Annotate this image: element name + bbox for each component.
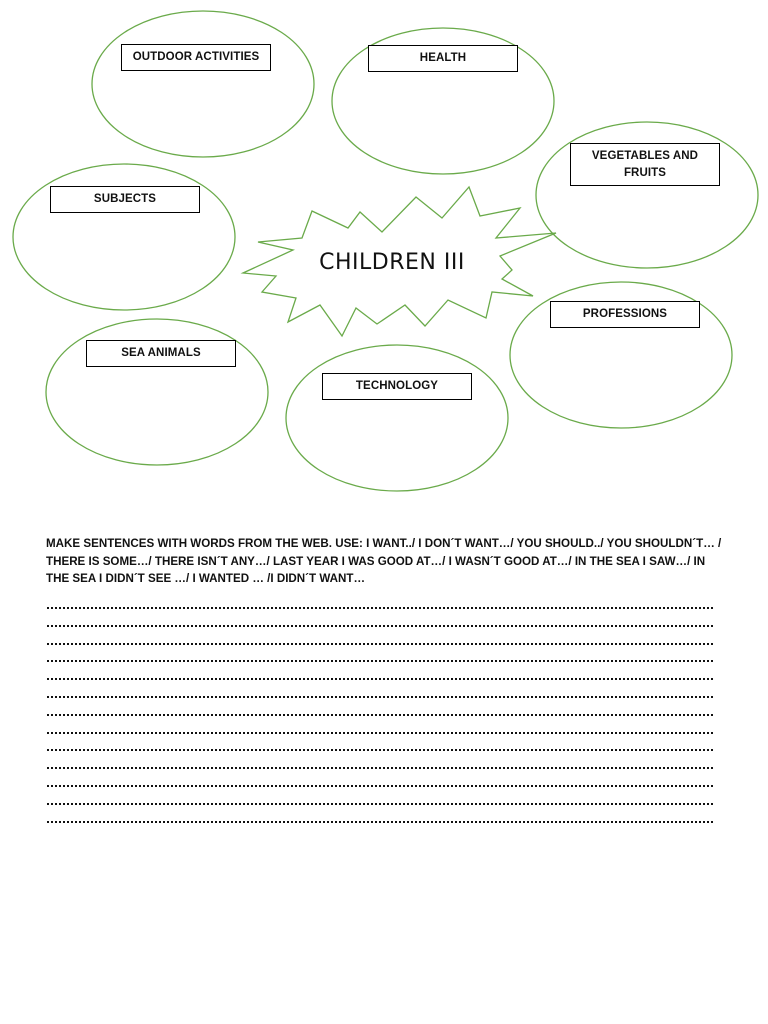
label-subjects: SUBJECTS xyxy=(50,186,200,213)
answer-line xyxy=(47,714,713,716)
answer-line xyxy=(47,696,713,698)
label-vegetables-and-fruits: VEGETABLES AND FRUITS xyxy=(570,143,720,186)
answer-line xyxy=(47,732,713,734)
answer-line xyxy=(47,803,713,805)
answer-line xyxy=(47,643,713,645)
label-sea-animals: SEA ANIMALS xyxy=(86,340,236,367)
answer-line xyxy=(47,625,713,627)
label-technology: TECHNOLOGY xyxy=(322,373,472,400)
label-health: HEALTH xyxy=(368,45,518,72)
worksheet-title: CHILDREN III xyxy=(319,250,465,275)
bubble-outdoor-activities xyxy=(92,11,314,157)
answer-line xyxy=(47,767,713,769)
answer-line xyxy=(47,785,713,787)
bubble-technology xyxy=(286,345,508,491)
instructions-text: MAKE SENTENCES WITH WORDS FROM THE WEB. USE: I WANT../ I DON´T WANT…/ YOU SHOULD../ YOU SHOULDN´T… / THERE IS SOME…/ THERE ISN´T ANY…/ LAST YEAR I WAS GOOD AT…/ I WASN´T GOOD AT…/ IN THE SEA I SAW…/ IN THE SEA I DIDN´T SEE …/ I WANTED … /I DIDN´T WANT… xyxy=(46,537,722,585)
label-professions: PROFESSIONS xyxy=(550,301,700,328)
answer-line xyxy=(47,678,713,680)
answer-line xyxy=(47,749,713,751)
label-outdoor-activities: OUTDOOR ACTIVITIES xyxy=(121,44,271,71)
answer-line xyxy=(47,821,713,823)
answer-line xyxy=(47,660,713,662)
answer-line xyxy=(47,607,713,609)
